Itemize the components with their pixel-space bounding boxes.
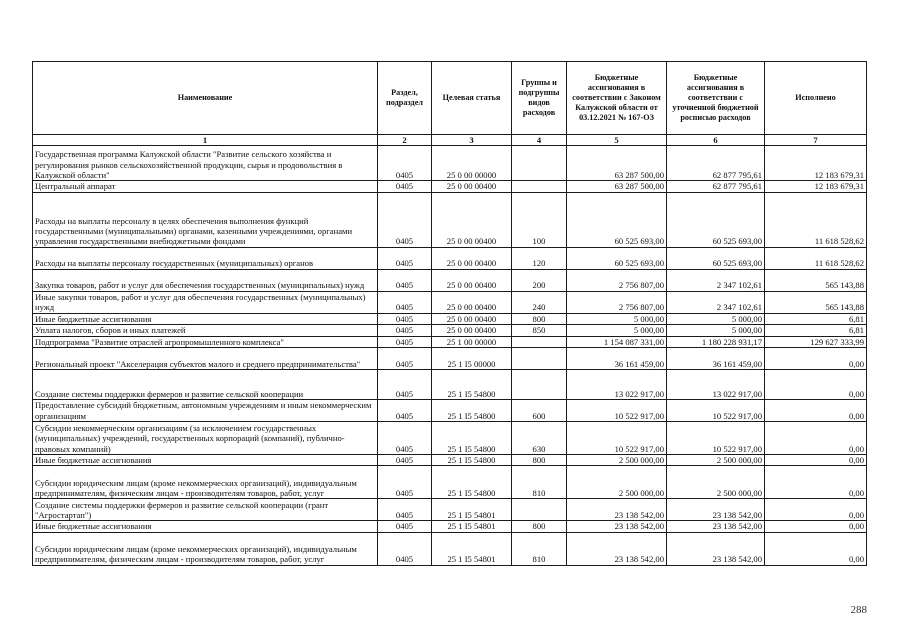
row-updated-amount: 23 138 542,00 — [667, 499, 765, 521]
row-law-amount: 23 138 542,00 — [567, 521, 667, 532]
table-row — [33, 291, 867, 313]
row-law-amount: 2 500 000,00 — [567, 466, 667, 499]
row-group: 200 — [512, 269, 567, 291]
column-number: 7 — [765, 135, 867, 146]
row-executed-amount: 11 618 528,62 — [765, 192, 867, 247]
table-row — [33, 521, 867, 532]
row-updated-amount: 10 522 917,00 — [667, 422, 765, 455]
row-target: 25 1 I5 54800 — [432, 422, 512, 455]
row-name: Расходы на выплаты персоналу в целях обеспечения выполнения функций государственными (муниципальными) органами, казенными учреждениями, органами управления государственными внебюджетными фондами — [33, 192, 378, 247]
row-target: 25 1 00 00000 — [432, 336, 512, 347]
row-executed-amount: 565 143,88 — [765, 291, 867, 313]
row-name: Создание системы поддержки фермеров и развитие сельской кооперации (грант "Агростартап") — [33, 499, 378, 521]
row-updated-amount: 23 138 542,00 — [667, 532, 765, 565]
row-section: 0405 — [378, 192, 432, 247]
row-updated-amount: 62 877 795,61 — [667, 146, 765, 181]
row-section: 0405 — [378, 370, 432, 400]
row-section: 0405 — [378, 466, 432, 499]
row-section: 0405 — [378, 521, 432, 532]
column-number-row — [33, 135, 867, 146]
table-row — [33, 370, 867, 400]
row-law-amount: 5 000,00 — [567, 325, 667, 336]
row-group — [512, 181, 567, 192]
table-row — [33, 422, 867, 455]
table-row — [33, 247, 867, 269]
row-updated-amount: 13 022 917,00 — [667, 370, 765, 400]
row-section: 0405 — [378, 146, 432, 181]
row-target: 25 1 I5 54800 — [432, 455, 512, 466]
table-row — [33, 466, 867, 499]
header-groups: Группы и подгруппы видов расходов — [512, 62, 567, 135]
row-updated-amount: 1 180 228 931,17 — [667, 336, 765, 347]
row-name: Подпрограмма "Развитие отраслей агропромышленного комплекса" — [33, 336, 378, 347]
table-row — [33, 336, 867, 347]
row-executed-amount: 12 183 679,31 — [765, 146, 867, 181]
row-name: Создание системы поддержки фермеров и развитие сельской кооперации — [33, 370, 378, 400]
row-law-amount: 2 500 000,00 — [567, 455, 667, 466]
row-name: Иные закупки товаров, работ и услуг для обеспечения государственных (муниципальных) нужд — [33, 291, 378, 313]
row-group: 800 — [512, 313, 567, 324]
table-row — [33, 499, 867, 521]
row-group: 100 — [512, 192, 567, 247]
row-target: 25 0 00 00400 — [432, 313, 512, 324]
row-law-amount: 23 138 542,00 — [567, 532, 667, 565]
header-name: Наименование — [33, 62, 378, 135]
column-number: 3 — [432, 135, 512, 146]
table-row — [33, 400, 867, 422]
budget-table — [32, 61, 867, 566]
row-group: 850 — [512, 325, 567, 336]
row-executed-amount: 11 618 528,62 — [765, 247, 867, 269]
row-name: Субсидии юридическим лицам (кроме некоммерческих организаций), индивидуальным предпринимателям, физическим лицам - производителям товаров, работ, услуг — [33, 466, 378, 499]
row-group: 630 — [512, 422, 567, 455]
row-group — [512, 348, 567, 370]
row-updated-amount: 60 525 693,00 — [667, 247, 765, 269]
table-row — [33, 325, 867, 336]
row-name: Иные бюджетные ассигнования — [33, 455, 378, 466]
row-name: Расходы на выплаты персоналу государственных (муниципальных) органов — [33, 247, 378, 269]
row-section: 0405 — [378, 181, 432, 192]
table-header — [33, 62, 867, 135]
row-name: Субсидии некоммерческим организациям (за исключением государственных (муниципальных) учреждений, государственных корпораций (компаний), публично-правовых компаний) — [33, 422, 378, 455]
row-law-amount: 60 525 693,00 — [567, 247, 667, 269]
row-group: 800 — [512, 521, 567, 532]
row-updated-amount: 62 877 795,61 — [667, 181, 765, 192]
row-section: 0405 — [378, 269, 432, 291]
row-law-amount: 60 525 693,00 — [567, 192, 667, 247]
row-executed-amount: 0,00 — [765, 400, 867, 422]
row-updated-amount: 10 522 917,00 — [667, 400, 765, 422]
table-row — [33, 192, 867, 247]
row-section: 0405 — [378, 336, 432, 347]
row-updated-amount: 2 500 000,00 — [667, 466, 765, 499]
row-executed-amount: 12 183 679,31 — [765, 181, 867, 192]
row-target: 25 1 I5 54800 — [432, 466, 512, 499]
row-law-amount: 2 756 807,00 — [567, 291, 667, 313]
row-name: Государственная программа Калужской области "Развитие сельского хозяйства и регулирования рынков сельскохозяйственной продукции, сырья и продовольствия в Калужской области" — [33, 146, 378, 181]
row-name: Предоставление субсидий бюджетным, автономным учреждениям и иным некоммерческим организациям — [33, 400, 378, 422]
table-row — [33, 348, 867, 370]
row-law-amount: 10 522 917,00 — [567, 422, 667, 455]
table-row — [33, 313, 867, 324]
row-law-amount: 36 161 459,00 — [567, 348, 667, 370]
row-section: 0405 — [378, 348, 432, 370]
row-law-amount: 63 287 500,00 — [567, 146, 667, 181]
row-law-amount: 10 522 917,00 — [567, 400, 667, 422]
row-executed-amount: 0,00 — [765, 455, 867, 466]
row-target: 25 1 I5 00000 — [432, 348, 512, 370]
row-section: 0405 — [378, 325, 432, 336]
column-number: 1 — [33, 135, 378, 146]
row-group: 600 — [512, 400, 567, 422]
row-target: 25 1 I5 54801 — [432, 532, 512, 565]
row-law-amount: 23 138 542,00 — [567, 499, 667, 521]
row-target: 25 1 I5 54801 — [432, 521, 512, 532]
table-row — [33, 532, 867, 565]
row-name: Уплата налогов, сборов и иных платежей — [33, 325, 378, 336]
row-law-amount: 2 756 807,00 — [567, 269, 667, 291]
header-target: Целевая статья — [432, 62, 512, 135]
row-target: 25 0 00 00400 — [432, 291, 512, 313]
row-name: Закупка товаров, работ и услуг для обеспечения государственных (муниципальных) нужд — [33, 269, 378, 291]
table-row — [33, 181, 867, 192]
row-target: 25 1 I5 54801 — [432, 499, 512, 521]
column-number: 6 — [667, 135, 765, 146]
row-target: 25 0 00 00400 — [432, 181, 512, 192]
row-updated-amount: 36 161 459,00 — [667, 348, 765, 370]
row-executed-amount: 0,00 — [765, 348, 867, 370]
row-executed-amount: 6,81 — [765, 325, 867, 336]
row-group — [512, 336, 567, 347]
page-number: 288 — [850, 604, 867, 616]
row-group: 810 — [512, 466, 567, 499]
row-executed-amount: 0,00 — [765, 532, 867, 565]
row-section: 0405 — [378, 499, 432, 521]
row-updated-amount: 5 000,00 — [667, 313, 765, 324]
row-section: 0405 — [378, 400, 432, 422]
row-executed-amount: 0,00 — [765, 521, 867, 532]
row-name: Иные бюджетные ассигнования — [33, 521, 378, 532]
row-law-amount: 5 000,00 — [567, 313, 667, 324]
row-group: 810 — [512, 532, 567, 565]
row-section: 0405 — [378, 532, 432, 565]
row-target: 25 1 I5 54800 — [432, 400, 512, 422]
header-updated: Бюджетные ассигнования в соответствии с уточненной бюджетной росписью расходов — [667, 62, 765, 135]
row-group: 240 — [512, 291, 567, 313]
row-name: Субсидии юридическим лицам (кроме некоммерческих организаций), индивидуальным предпринимателям, физическим лицам - производителям товаров, работ, услуг — [33, 532, 378, 565]
row-updated-amount: 2 500 000,00 — [667, 455, 765, 466]
row-section: 0405 — [378, 313, 432, 324]
column-number: 5 — [567, 135, 667, 146]
row-updated-amount: 2 347 102,61 — [667, 269, 765, 291]
row-section: 0405 — [378, 455, 432, 466]
table-row — [33, 455, 867, 466]
row-executed-amount: 0,00 — [765, 466, 867, 499]
row-name: Региональный проект "Акселерация субъектов малого и среднего предпринимательства" — [33, 348, 378, 370]
row-name: Центральный аппарат — [33, 181, 378, 192]
row-section: 0405 — [378, 291, 432, 313]
row-group: 800 — [512, 455, 567, 466]
row-updated-amount: 23 138 542,00 — [667, 521, 765, 532]
row-target: 25 0 00 00000 — [432, 146, 512, 181]
row-executed-amount: 6,81 — [765, 313, 867, 324]
row-group: 120 — [512, 247, 567, 269]
table-row — [33, 269, 867, 291]
header-law: Бюджетные ассигнования в соответствии с Законом Калужской области от 03.12.2021 № 167-ОЗ — [567, 62, 667, 135]
table-body — [33, 135, 867, 566]
row-executed-amount: 0,00 — [765, 422, 867, 455]
row-updated-amount: 5 000,00 — [667, 325, 765, 336]
row-executed-amount: 565 143,88 — [765, 269, 867, 291]
row-updated-amount: 60 525 693,00 — [667, 192, 765, 247]
row-target: 25 1 I5 54800 — [432, 370, 512, 400]
header-section: Раздел, подраздел — [378, 62, 432, 135]
row-executed-amount: 129 627 333,99 — [765, 336, 867, 347]
table-row — [33, 146, 867, 181]
column-number: 2 — [378, 135, 432, 146]
row-executed-amount: 0,00 — [765, 370, 867, 400]
row-law-amount: 13 022 917,00 — [567, 370, 667, 400]
column-number: 4 — [512, 135, 567, 146]
row-law-amount: 1 154 087 331,00 — [567, 336, 667, 347]
row-target: 25 0 00 00400 — [432, 325, 512, 336]
header-executed: Исполнено — [765, 62, 867, 135]
row-group — [512, 499, 567, 521]
row-updated-amount: 2 347 102,61 — [667, 291, 765, 313]
row-section: 0405 — [378, 247, 432, 269]
row-group — [512, 146, 567, 181]
row-law-amount: 63 287 500,00 — [567, 181, 667, 192]
row-section: 0405 — [378, 422, 432, 455]
row-executed-amount: 0,00 — [765, 499, 867, 521]
row-group — [512, 370, 567, 400]
row-name: Иные бюджетные ассигнования — [33, 313, 378, 324]
row-target: 25 0 00 00400 — [432, 247, 512, 269]
row-target: 25 0 00 00400 — [432, 192, 512, 247]
row-target: 25 0 00 00400 — [432, 269, 512, 291]
